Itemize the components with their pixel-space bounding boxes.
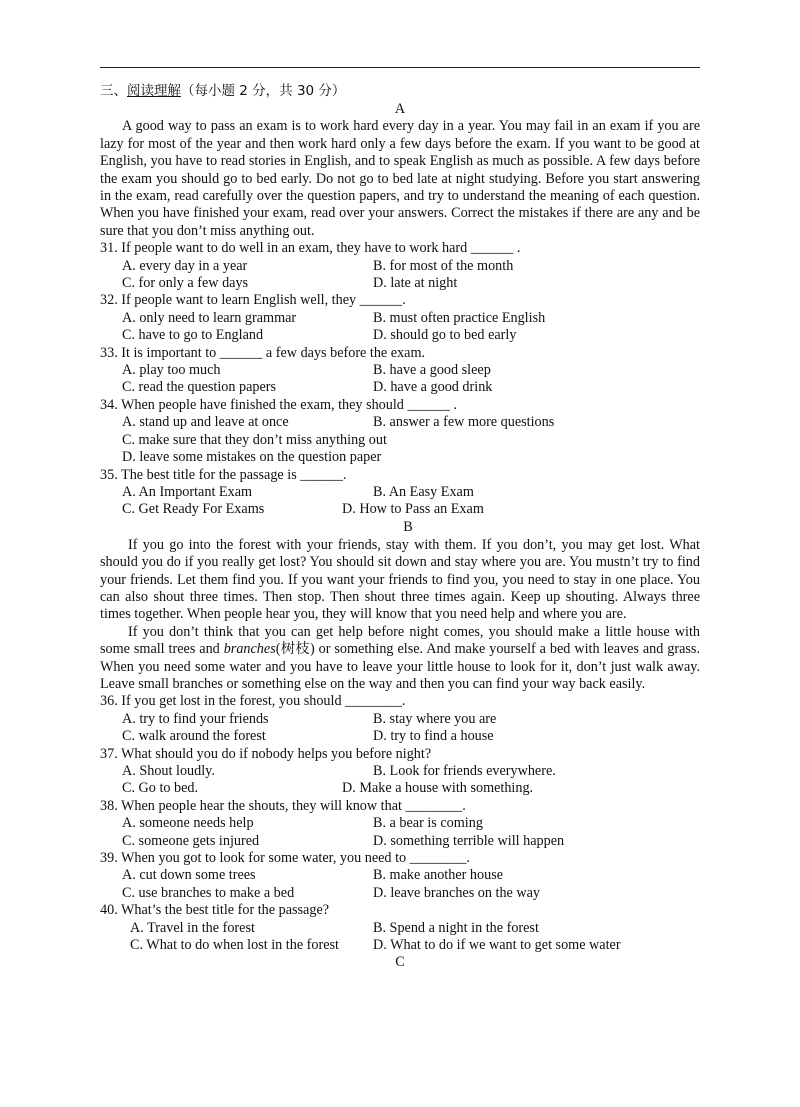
question-35 (100, 467, 700, 519)
option-a: A. only need to learn grammar (122, 309, 297, 326)
question-31 (100, 240, 700, 292)
question-options (100, 763, 700, 780)
question-stem: 36. If you get lost in the forest, you should ________. (100, 693, 406, 710)
option-c: C. Get Ready For Exams (122, 501, 265, 518)
question-stem: 35. The best title for the passage is ______. (100, 466, 347, 483)
question-39 (100, 850, 700, 902)
question-options (100, 815, 700, 850)
question-40 (100, 902, 700, 954)
option-a: A. Travel in the forest (130, 919, 255, 936)
question-34 (100, 397, 700, 467)
section-note: （每小题 2 分，共 30 分） (181, 83, 346, 99)
passage-letter-a: A (394, 101, 406, 117)
question-stem: 40. What’s the best title for the passage? (100, 902, 330, 919)
question-options (100, 362, 700, 397)
option-a: A. Shout loudly. (122, 763, 215, 780)
option-b: B. must often practice English (373, 309, 546, 326)
option-d: D. late at night (373, 275, 458, 292)
question-stem: 33. It is important to ______ a few days before the exam. (100, 344, 426, 361)
question-options (100, 484, 700, 501)
option-a: A. cut down some trees (122, 867, 256, 884)
section-heading (100, 82, 700, 101)
question-options (100, 780, 700, 797)
option-d: D. something terrible will happen (373, 832, 565, 849)
question-options (100, 414, 700, 466)
option-a: A. An Important Exam (122, 483, 253, 500)
option-b: B. a bear is coming (373, 815, 483, 832)
option-a: A. stand up and leave at once (122, 414, 289, 431)
option-a: A. play too much (122, 362, 221, 379)
option-b: B. stay where you are (373, 710, 497, 727)
option-d: D. should go to bed early (373, 327, 517, 344)
passage-letter-b-text: B (403, 518, 413, 535)
vocab-gloss: (树枝) (275, 641, 315, 658)
question-stem: 39. When you got to look for some water, you need to ________. (100, 850, 470, 867)
question-stem: 38. When people hear the shouts, they will know that ________. (100, 797, 466, 814)
question-32 (100, 292, 700, 344)
question-options (100, 310, 700, 345)
paragraph-text: or something else. And make yourself a bed with leaves and grass. When you need some water and you have to leave your little house to look for it, don’t just walk away. Leave small branches or something else on the way and then you can find your way back easily. (100, 641, 700, 692)
section-title: 阅读理解 (127, 83, 181, 99)
question-stem: 34. When people have finished the exam, they should ______ . (100, 396, 458, 413)
option-d: D. Make a house with something. (342, 780, 534, 797)
question-36 (100, 693, 700, 745)
passage-letter-c (100, 954, 700, 971)
option-c: C. have to go to England (122, 327, 264, 344)
header-rule (100, 67, 700, 68)
option-c: C. walk around the forest (122, 728, 266, 745)
question-options (100, 711, 700, 746)
option-b: B. Spend a night in the forest (373, 919, 539, 936)
option-d: D. leave branches on the way (373, 884, 541, 901)
option-a: A. try to find your friends (122, 710, 269, 727)
option-a: A. someone needs help (122, 815, 254, 832)
option-b: B. Look for friends everywhere. (373, 763, 556, 780)
option-d: D. What to do if we want to get some water (373, 937, 621, 954)
section-prefix: 三、 (100, 83, 127, 99)
option-b: B. make another house (373, 867, 504, 884)
question-33 (100, 345, 700, 397)
option-c: C. What to do when lost in the forest (130, 937, 339, 954)
option-b: B. for most of the month (373, 257, 514, 274)
option-c: C. for only a few days (122, 275, 249, 292)
option-c: C. someone gets injured (122, 832, 260, 849)
question-options (100, 867, 700, 902)
option-c: C. Go to bed. (122, 780, 199, 797)
question-options (100, 501, 700, 518)
option-c: C. use branches to make a bed (122, 884, 295, 901)
question-options (100, 920, 700, 955)
option-c: C. make sure that they don’t miss anything out (122, 431, 387, 448)
option-d: D. try to find a house (373, 728, 494, 745)
passage-b-paragraph-2 (100, 624, 700, 694)
option-b: B. have a good sleep (373, 362, 491, 379)
passage-letter-b (100, 519, 700, 537)
option-c: C. read the question papers (122, 379, 277, 396)
reading-section (100, 82, 700, 971)
question-38 (100, 798, 700, 850)
question-options (100, 258, 700, 293)
question-37 (100, 746, 700, 798)
passage-letter-c-text: C (395, 954, 405, 971)
option-d: D. leave some mistakes on the question paper (122, 449, 382, 466)
vocab-word: branches (223, 641, 276, 658)
question-stem: 32. If people want to learn English well, they ______. (100, 292, 406, 309)
paragraph-text: If you don’t think that you can get help before night comes, you should make a little house with some small trees and (100, 623, 700, 658)
option-a: A. every day in a year (122, 257, 248, 274)
passage-a-paragraph: A good way to pass an exam is to work hard every day in a year. You may fail in an exam if you are lazy for most of the year and then work hard only a few days before the exam. If you want to be good at English, you have to read stories in English, and to speak English as much as possible. A few days before the exam you should go to bed early. Do not go to bed late at night studying. Before you start answering in the exam, read carefully over the question papers, and try to understand the meaning of each question. When you have finished your exam, read over your answers. Correct the mistakes if there are any and be sure that you don’t miss anything out. (100, 118, 700, 239)
question-stem: 37. What should you do if nobody helps you before night? (100, 745, 432, 762)
option-d: D. How to Pass an Exam (342, 501, 484, 518)
passage-b-paragraph-1: If you go into the forest with your friends, stay with them. If you don’t, you may get lost. What should you do if you really get lost? You should sit down and stay where you are. You mustn’t try to find your friends. Let them find you. If you want your friends to find you, you need to stay in one place. You can also shout three times. Then stop. Then shout three times again. Keep up shouting. Always three times together. When people hear you, they will know that you need help and where you are. (100, 536, 700, 623)
option-d: D. have a good drink (373, 379, 493, 396)
option-b: B. An Easy Exam (373, 483, 474, 500)
option-b: B. answer a few more questions (373, 414, 555, 431)
question-stem: 31. If people want to do well in an exam, they have to work hard ______ . (100, 240, 521, 257)
